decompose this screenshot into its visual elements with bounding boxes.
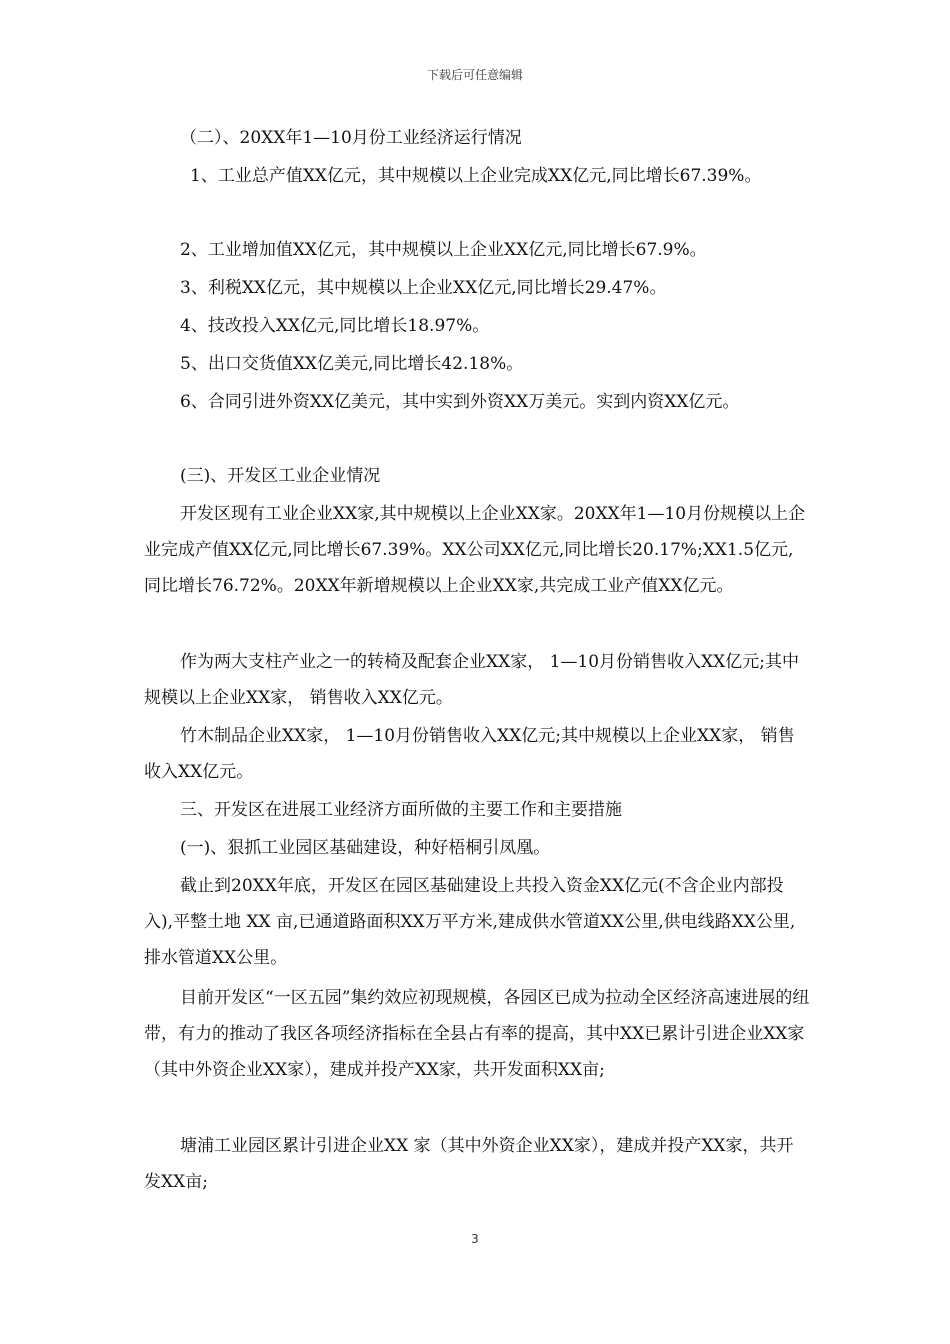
- page-number: 3: [471, 1232, 479, 1246]
- paragraph-item-2: 2、工业增加值XX亿元，其中规模以上企业XX亿元,同比增长67.9%。: [180, 240, 707, 260]
- paragraph-parks: 目前开发区“一区五园”集约效应初现规模，各园区已成为拉动全区经济高速进展的纽带，有力的推动了我区各项经济指标在全县占有率的提高，其中XX已累计引进企业XX家（其中外资企业XX家），建成并投产XX家，共开发面积XX亩;: [144, 988, 810, 1080]
- section-heading-main-3: 三、开发区在进展工业经济方面所做的主要工作和主要措施: [180, 800, 622, 820]
- section-heading-3: (三)、开发区工业企业情况: [180, 466, 381, 486]
- paragraph-bamboo-industry: 竹木制品企业XX家， 1—10月份销售收入XX亿元;其中规模以上企业XX家， 销售收入XX亿元。: [144, 726, 795, 782]
- subsection-heading-1: (一)、狠抓工业园区基础建设，种好梧桐引凤凰。: [180, 838, 551, 858]
- page-header: 下载后可任意编辑: [426, 68, 523, 82]
- paragraph-item-3: 3、利税XX亿元，其中规模以上企业XX亿元,同比增长29.47%。: [180, 278, 667, 298]
- paragraph-tangpu-park: 塘浦工业园区累计引进企业XX 家（其中外资企业XX家），建成并投产XX家，共开发XX亩;: [144, 1136, 794, 1192]
- paragraph-item-5: 5、出口交货值XX亿美元,同比增长42.18%。: [180, 354, 524, 374]
- paragraph-item-1: 1、工业总产值XX亿元，其中规模以上企业完成XX亿元,同比增长67.39%。: [190, 166, 762, 186]
- paragraph-infrastructure: 截止到20XX年底，开发区在园区基础建设上共投入资金XX亿元(不含企业内部投入),平整土地 XX 亩,已通道路面积XX万平方米,建成供水管道XX公里,供电线路XX公里,排水管道XX公里。: [144, 876, 796, 968]
- paragraph-item-4: 4、技改投入XX亿元,同比增长18.97%。: [180, 316, 490, 336]
- paragraph-chair-industry: 作为两大支柱产业之一的转椅及配套企业XX家， 1—10月份销售收入XX亿元;其中规模以上企业XX家， 销售收入XX亿元。: [144, 652, 799, 708]
- section-heading-2: （二）、20XX年1—10月份工业经济运行情况: [180, 128, 522, 148]
- paragraph-item-6: 6、合同引进外资XX亿美元，其中实到外资XX万美元。实到内资XX亿元。: [180, 392, 740, 412]
- paragraph-enterprises: 开发区现有工业企业XX家,其中规模以上企业XX家。20XX年1—10月份规模以上企业完成产值XX亿元,同比增长67.39%。XX公司XX亿元,同比增长20.17%;XX1.5亿元,同比增长76.72%。20XX年新增规模以上企业XX家,共完成工业产值XX亿元。: [144, 504, 806, 596]
